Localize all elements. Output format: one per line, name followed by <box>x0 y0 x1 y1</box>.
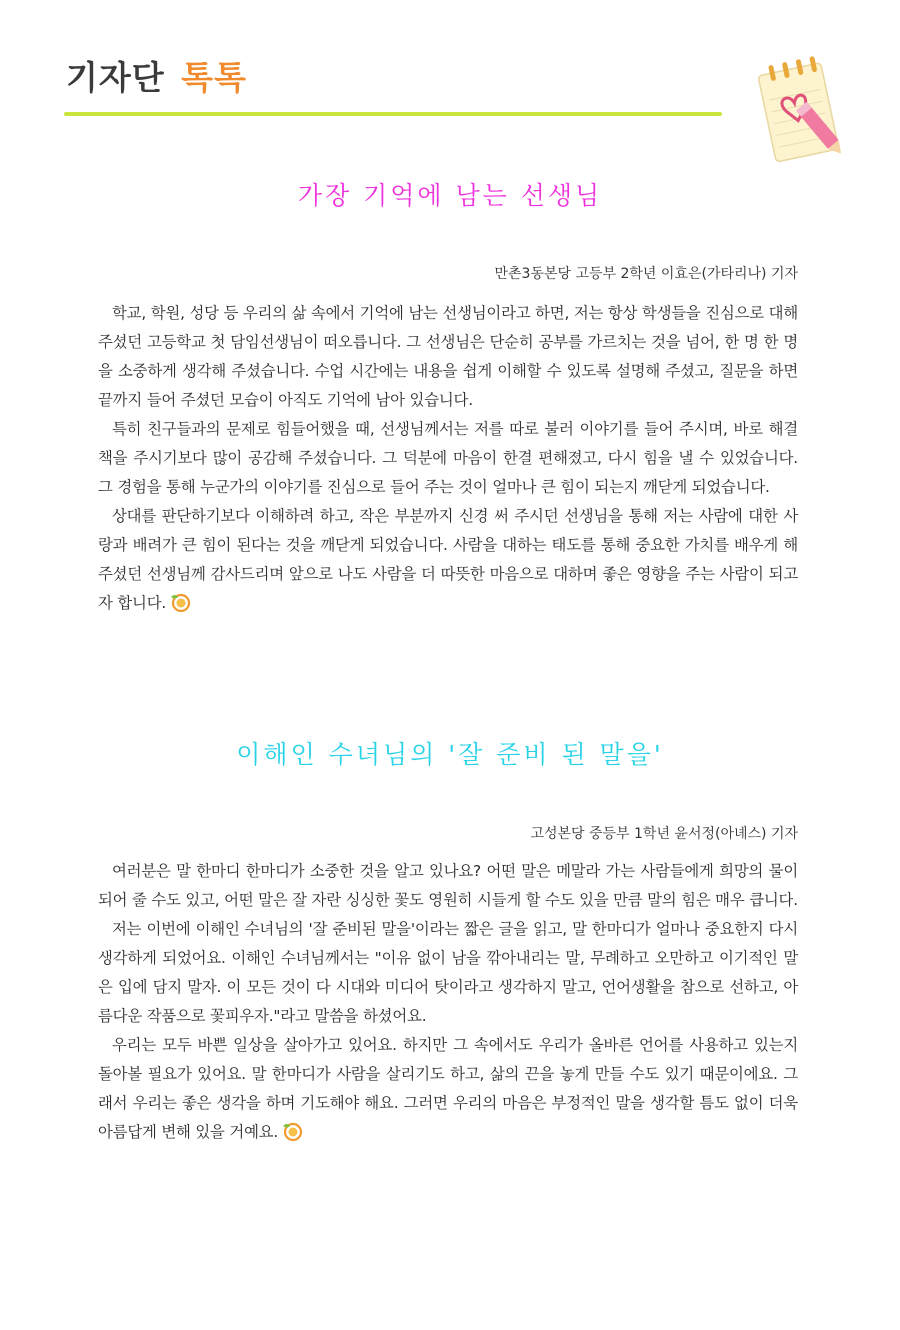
article-1-paragraph-1: 학교, 학원, 성당 등 우리의 삶 속에서 기억에 남는 선생님이라고 하면, 저는 항상 학생들을 진심으로 대해 주셨던 고등학교 첫 담임선생님이 떠오릅니다. 그 선생님은 단순히 공부를 가르치는 것을 넘어, 한 명 한 명을 소중하게 생각해 주셨습니다. 수업 시간에는 내용을 쉽게 이해할 수 있도록 설명해 주셨고, 질문을 하면 끝까지 들어 주셨던 모습이 아직도 기억에 남아 있습니다. <box>98 304 798 409</box>
article-2-byline: 고성본당 중등부 1학년 윤서정(아녜스) 기자 <box>530 826 798 842</box>
article-1-body <box>98 299 798 618</box>
header-title: 기자단 <box>66 58 165 97</box>
article-2-paragraph-3-text: 우리는 모두 바쁜 일상을 살아가고 있어요. 하지만 그 속에서도 우리가 올바른 언어를 사용하고 있는지 돌아볼 필요가 있어요. 말 한마디가 사람을 살리기도 하고, 삶의 끈을 놓게 만들 수도 있기 때문이에요. 그래서 우리는 좋은 생각을 하며 기도해야 해요. 그러면 우리의 마음은 부정적인 말을 생각할 틈도 없이 더욱 아름답게 변해 있을 거예요. <box>98 1036 798 1141</box>
end-mark-icon <box>280 1121 304 1141</box>
section-header <box>66 52 247 99</box>
article-2-title: 이해인 수녀님의 '잘 준비 된 말을' <box>236 740 664 769</box>
article-2-body <box>98 857 798 1147</box>
article-2-paragraph-2: 저는 이번에 이해인 수녀님의 '잘 준비된 말을'이라는 짧은 글을 읽고, 말 한마디가 얼마나 중요한지 다시 생각하게 되었어요. 이해인 수녀님께서는 "이유 없이 남을 깎아내리는 말, 무례하고 오만하고 이기적인 말은 입에 담지 말자. 이 모든 것이 다 시대와 미디어 탓이라고 생각하지 말고, 언어생활을 참으로 선하고, 아름다운 작품으로 꽃피우자."라고 말씀을 하셨어요. <box>98 920 798 1025</box>
end-mark-icon <box>168 592 192 612</box>
header-divider <box>64 112 722 116</box>
notepad-heart-pencil-icon <box>752 50 848 168</box>
article-2-paragraph-3 <box>98 1031 798 1147</box>
article-1-title: 가장 기억에 남는 선생님 <box>297 181 603 210</box>
article-2-paragraph-1: 여러분은 말 한마디 한마디가 소중한 것을 알고 있나요? 어떤 말은 메말라 가는 사람들에게 희망의 물이 되어 줄 수도 있고, 어떤 말은 잘 자란 싱싱한 꽃도 영원히 시들게 할 수도 있을 만큼 말의 힘은 매우 큽니다. <box>98 862 798 909</box>
article-1-paragraph-3 <box>98 502 798 618</box>
article-1-paragraph-3-text: 상대를 판단하기보다 이해하려 하고, 작은 부분까지 신경 써 주시던 선생님을 통해 저는 사람에 대한 사랑과 배려가 큰 힘이 된다는 것을 깨닫게 되었습니다. 사람을 대하는 태도를 통해 중요한 가치를 배우게 해 주셨던 선생님께 감사드리며 앞으로 나도 사람을 더 따뜻한 마음으로 대하며 좋은 영향을 주는 사람이 되고자 합니다. <box>98 507 798 612</box>
header-title-accent: 톡톡 <box>181 58 247 97</box>
article-1-paragraph-2: 특히 친구들과의 문제로 힘들어했을 때, 선생님께서는 저를 따로 불러 이야기를 들어 주시며, 바로 해결책을 주시기보다 많이 공감해 주셨습니다. 그 덕분에 마음이 한결 편해졌고, 다시 힘을 낼 수 있었습니다. 그 경험을 통해 누군가의 이야기를 진심으로 들어 주는 것이 얼마나 큰 힘이 되는지 깨닫게 되었습니다. <box>98 420 798 496</box>
article-1-byline: 만촌3동본당 고등부 2학년 이효은(가타리나) 기자 <box>494 266 798 282</box>
